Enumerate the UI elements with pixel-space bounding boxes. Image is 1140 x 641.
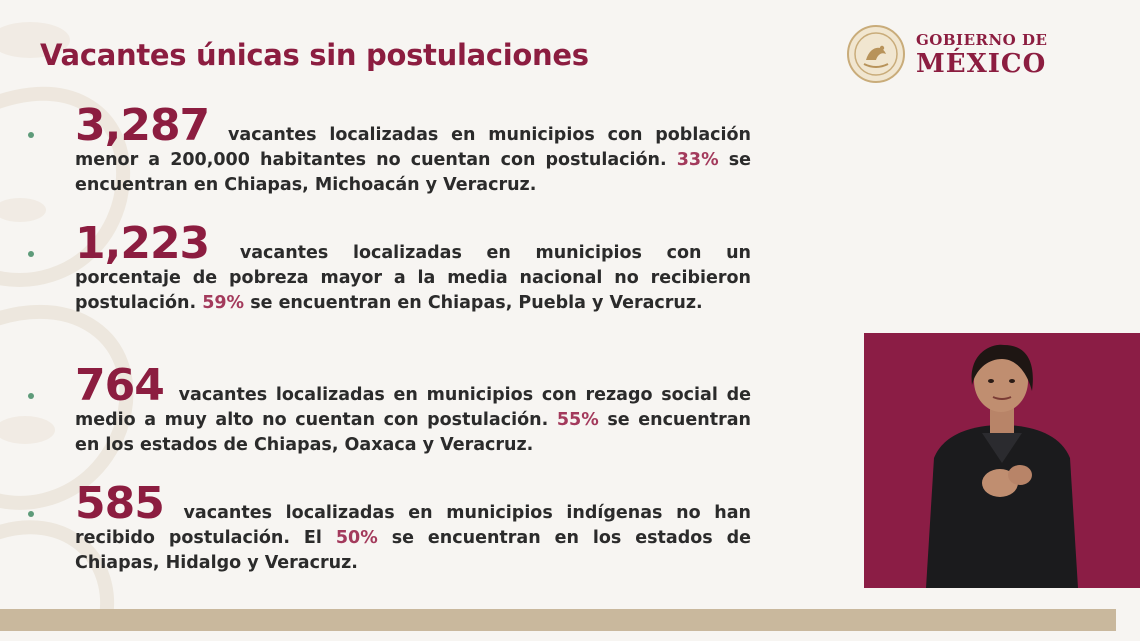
logo-line-2: MÉXICO bbox=[916, 49, 1047, 79]
eagle-seal-icon bbox=[846, 24, 906, 84]
interpreter-figure bbox=[864, 333, 1140, 588]
item-text: vacantes localizadas en municipios con población menor a 200,000 habitantes no cuentan con postulación. bbox=[75, 125, 751, 170]
item-percent: 33% bbox=[676, 150, 719, 170]
list-item bbox=[75, 360, 751, 457]
bullet-icon bbox=[28, 511, 34, 517]
bullet-icon bbox=[28, 132, 34, 138]
footer-line bbox=[0, 631, 1140, 641]
item-number: 764 bbox=[75, 360, 164, 411]
gobierno-de-mexico-logo bbox=[846, 22, 1066, 86]
item-percent: 55% bbox=[556, 410, 599, 430]
item-percent: 59% bbox=[202, 292, 245, 313]
interpreter-video bbox=[864, 333, 1140, 588]
slide-title: Vacantes únicas sin postulaciones bbox=[40, 38, 589, 72]
item-text-continued: se encuentran en Chiapas, Puebla y Veracruz. bbox=[250, 292, 703, 313]
item-number: 1,223 bbox=[75, 218, 210, 269]
bullet-icon bbox=[28, 251, 34, 257]
item-text-continued: se encuentran en los estados de Chiapas, Hidalgo y Veracruz. bbox=[75, 528, 752, 573]
item-text-continued: se encuentran en Chiapas, Michoacán y Veracruz. bbox=[75, 150, 752, 195]
item-text: vacantes localizadas en municipios con un porcentaje de pobreza mayor a la media nacional no recibieron postulación. bbox=[75, 243, 752, 313]
bullet-icon bbox=[28, 393, 34, 399]
item-text: vacantes localizadas en municipios indígenas no han recibido postulación. El bbox=[75, 503, 751, 548]
footer-band bbox=[0, 609, 1116, 631]
item-number: 585 bbox=[75, 478, 164, 529]
logo-line-1: GOBIERNO DE bbox=[916, 31, 1048, 49]
list-item bbox=[75, 218, 752, 315]
list-item bbox=[75, 100, 752, 197]
item-text-continued: se encuentran en los estados de Chiapas, Oaxaca y Veracruz. bbox=[75, 410, 751, 455]
list-item bbox=[75, 478, 752, 575]
item-percent: 50% bbox=[335, 528, 378, 548]
item-number: 3,287 bbox=[75, 100, 210, 151]
item-text: vacantes localizadas en municipios con rezago social de medio a muy alto no cuentan con postulación. bbox=[75, 385, 751, 430]
